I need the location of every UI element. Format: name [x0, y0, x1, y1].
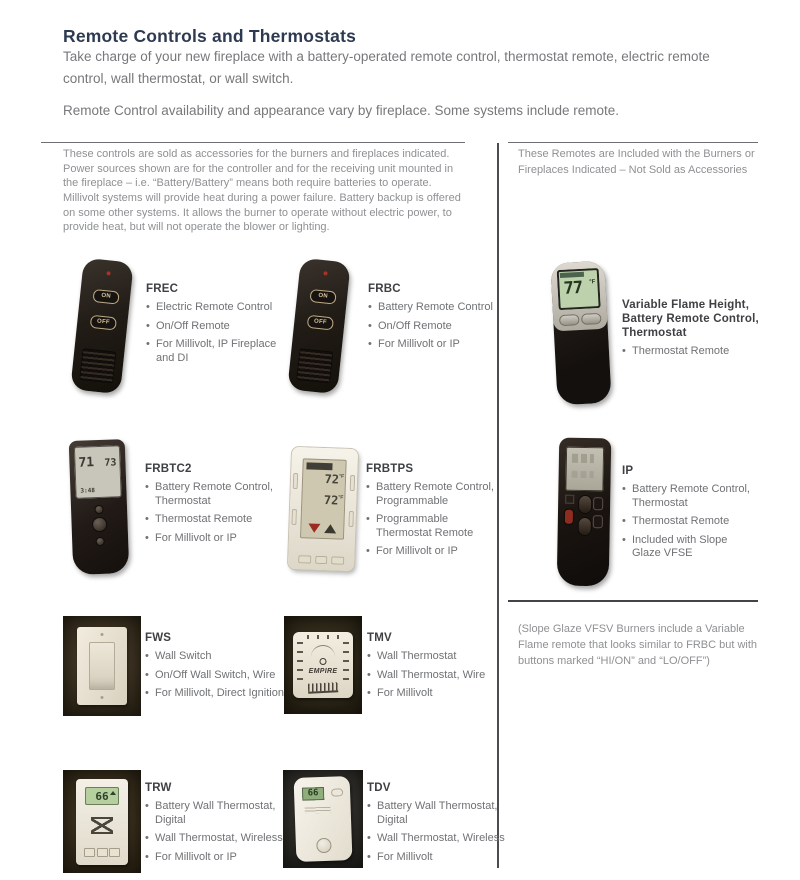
product-feature: • For Millivolt, IP Fireplace and DI — [146, 338, 281, 365]
power-button — [565, 510, 573, 524]
product-info — [622, 298, 772, 364]
brand-label: EMPIRE — [308, 668, 338, 675]
down-button — [109, 848, 120, 857]
product-card-fws — [63, 616, 284, 726]
product-name: FRBTC2 — [145, 463, 192, 475]
brand-logo-icon — [320, 658, 327, 665]
on-button: ON — [92, 289, 119, 305]
clock-time: 3:48 — [80, 487, 96, 495]
temperature-readout: 66 — [95, 789, 109, 803]
right-button — [582, 314, 600, 324]
temperature-unit: °F — [589, 279, 596, 286]
up-arrow-icon — [324, 524, 336, 533]
product-card-frec — [63, 258, 278, 428]
side-button — [350, 475, 356, 491]
led-indicator — [106, 271, 110, 275]
left-button — [560, 315, 578, 325]
mode-button — [93, 518, 106, 531]
product-feature: • For Millivolt or IP — [366, 545, 501, 559]
remote-body — [69, 439, 130, 575]
rocker-switch — [89, 642, 115, 690]
product-name: TDV — [367, 782, 391, 794]
trw-thermostat-photo — [63, 770, 141, 873]
lcd-segments — [572, 454, 594, 463]
product-feature: • For Millivolt, Direct Ignition — [145, 687, 297, 701]
dial-arc — [311, 645, 335, 657]
switch-plate — [77, 627, 127, 705]
temperature-readout: 77 — [563, 277, 583, 299]
fws-wall-switch-photo — [63, 616, 141, 716]
product-info — [366, 462, 501, 564]
key-button — [315, 556, 328, 564]
room-temperature: 71 — [78, 455, 95, 471]
product-info — [145, 462, 280, 550]
down-button — [579, 518, 591, 535]
product-info — [368, 282, 494, 357]
remote-body — [70, 258, 134, 395]
label-text-lines — [305, 807, 331, 814]
frbtps-remote-photo — [288, 447, 358, 571]
temperature-unit: °F — [338, 473, 345, 480]
product-feature: • Wall Thermostat, Wire — [367, 669, 499, 683]
right-column-top-rule — [508, 142, 758, 143]
accessories-paragraph-1: These controls are sold as accessories for the burners and fireplaces indicated. Power sources shown are for the controller and for the receiving unit mounted in the fireplace – i.e. “Battery/Battery” means both require batteries to operate. — [63, 148, 454, 190]
left-column-top-rule — [41, 142, 465, 143]
up-button — [84, 848, 95, 857]
on-button: ON — [309, 289, 336, 305]
product-feature: • For Millivolt — [367, 687, 499, 701]
thermostat-body — [293, 632, 353, 698]
off-button: OFF — [307, 315, 334, 331]
side-button — [293, 473, 299, 489]
vent-slots — [297, 642, 303, 684]
product-feature: • Wall Thermostat, Wireless — [145, 832, 297, 846]
product-card-variable-flame — [550, 258, 765, 428]
product-info — [622, 464, 754, 566]
product-card-frbtc2 — [63, 438, 278, 588]
product-feature: • On/Off Wall Switch, Wire — [145, 669, 297, 683]
set-temperature: 73 — [104, 457, 117, 469]
product-card-tdv — [283, 770, 505, 875]
availability-paragraph: Remote Control availability and appearance vary by fireplace. Some systems include remote. — [63, 103, 620, 118]
up-button — [579, 496, 591, 513]
product-feature: • Included with Slope Glaze VFSE — [622, 534, 754, 561]
frbc-remote-photo — [287, 258, 351, 395]
lcd-display — [74, 445, 122, 499]
product-feature: • Battery Remote Control, Thermostat — [145, 481, 280, 508]
product-feature: • On/Off Remote — [146, 320, 281, 334]
small-button — [95, 506, 102, 513]
product-info — [145, 781, 297, 869]
product-feature: • For Millivolt or IP — [145, 532, 280, 546]
temperature-unit: °F — [338, 494, 344, 501]
button-row — [298, 555, 344, 565]
product-name: FWS — [145, 632, 172, 644]
battery-compartment — [296, 348, 333, 383]
product-feature: • Wall Thermostat — [367, 650, 499, 664]
brand-emblem — [91, 817, 113, 834]
page-title: Remote Controls and Thermostats — [63, 26, 357, 46]
product-name: FRBTPS — [366, 463, 414, 475]
up-arrow-icon — [110, 791, 116, 795]
remote-top-section — [550, 261, 607, 332]
product-feature: • For Millivolt or IP — [368, 338, 494, 352]
set-temperature: 72 — [323, 493, 339, 508]
product-card-frbtps — [284, 438, 494, 588]
key-button — [331, 556, 344, 564]
product-name: TRW — [145, 782, 172, 794]
product-feature: • Battery Wall Thermostat, Digital — [145, 800, 297, 827]
tdv-thermostat-photo — [283, 770, 363, 868]
product-feature: • Wall Thermostat, Wireless — [367, 832, 507, 846]
product-card-ip — [550, 434, 765, 604]
product-feature: • Battery Remote Control, Programmable — [366, 481, 501, 508]
lcd-display — [565, 447, 604, 492]
intro-paragraph: Take charge of your new fireplace with a battery-operated remote control, thermostat remote, electric remote control, wall thermostat, or wall switch. — [63, 49, 710, 86]
small-button — [97, 538, 104, 545]
lcd-display — [557, 268, 601, 310]
product-feature: • Thermostat Remote — [145, 513, 280, 527]
product-feature: • On/Off Remote — [368, 320, 494, 334]
product-feature: • Battery Wall Thermostat, Digital — [367, 800, 507, 827]
tmv-thermostat-photo — [284, 616, 362, 714]
screw — [101, 633, 104, 636]
product-feature: • Battery Remote Control — [368, 301, 494, 315]
product-feature: • Programmable Thermostat Remote — [366, 513, 501, 540]
side-button — [291, 509, 297, 525]
flame-button — [594, 516, 602, 527]
lcd-display — [300, 458, 347, 539]
product-card-tmv — [284, 616, 494, 726]
product-card-trw — [63, 770, 283, 875]
product-card-frbc — [284, 258, 494, 428]
temperature-readout: 66 — [302, 787, 324, 801]
product-name: IP — [622, 465, 634, 477]
product-info — [367, 631, 499, 706]
battery-compartment — [79, 348, 116, 383]
vent-slots — [307, 635, 339, 639]
product-name: TMV — [367, 632, 392, 644]
room-temperature: 72 — [324, 472, 340, 487]
included-remotes-header: These Remotes are Included with the Burners or Fireplaces Indicated – Not Sold as Accessories — [518, 148, 755, 176]
product-info — [145, 631, 297, 706]
product-name: FREC — [146, 283, 179, 295]
frec-remote-photo — [70, 258, 134, 395]
product-info — [146, 282, 281, 370]
screw — [101, 696, 104, 699]
small-button — [566, 496, 573, 503]
off-button: OFF — [90, 315, 117, 331]
slope-glaze-note: (Slope Glaze VFSV Burners include a Variable Flame remote that looks similar to FRBC but with buttons marked “HI/ON” and “LO/OFF”) — [518, 623, 758, 667]
day-banner — [306, 462, 332, 470]
product-name: FRBC — [368, 283, 401, 295]
mode-button — [331, 788, 343, 796]
lcd-segments — [572, 471, 594, 478]
product-feature: • Thermostat Remote — [622, 515, 754, 529]
side-button — [348, 511, 354, 527]
product-feature: • Thermostat Remote — [622, 345, 772, 359]
vent-slots — [343, 642, 349, 684]
variable-flame-remote-photo — [550, 261, 611, 406]
remote-body — [550, 261, 611, 406]
lcd-display — [85, 787, 119, 805]
thermostat-body — [294, 776, 353, 862]
product-info — [367, 781, 507, 869]
set-button — [97, 848, 108, 857]
adjustment-dial — [316, 838, 332, 854]
remote-body — [287, 258, 351, 395]
down-arrow-icon — [308, 524, 320, 533]
remote-body — [288, 447, 358, 571]
product-name: Variable Flame Height, Battery Remote Control, Thermostat — [622, 299, 759, 339]
remote-body — [557, 438, 612, 587]
product-feature: • For Millivolt or IP — [145, 851, 297, 865]
key-button — [298, 555, 311, 563]
product-feature: • Electric Remote Control — [146, 301, 281, 315]
led-indicator — [323, 271, 327, 275]
thermostat-body — [76, 779, 128, 865]
frbtc2-remote-photo — [69, 439, 130, 575]
flame-button — [594, 498, 602, 509]
button-row — [84, 848, 120, 857]
product-feature: • Wall Switch — [145, 650, 297, 664]
coil-element — [308, 682, 338, 694]
accessories-paragraph-2: Millivolt systems will provide heat during a power failure. Battery backup is offered on some other systems. It allows the burner to operate without electric power, to provide heat, but will not operate the blower or lighting. — [63, 192, 461, 234]
product-feature: • For Millivolt — [367, 851, 507, 865]
ip-remote-photo — [557, 438, 612, 587]
product-feature: • Battery Remote Control, Thermostat — [622, 483, 754, 510]
